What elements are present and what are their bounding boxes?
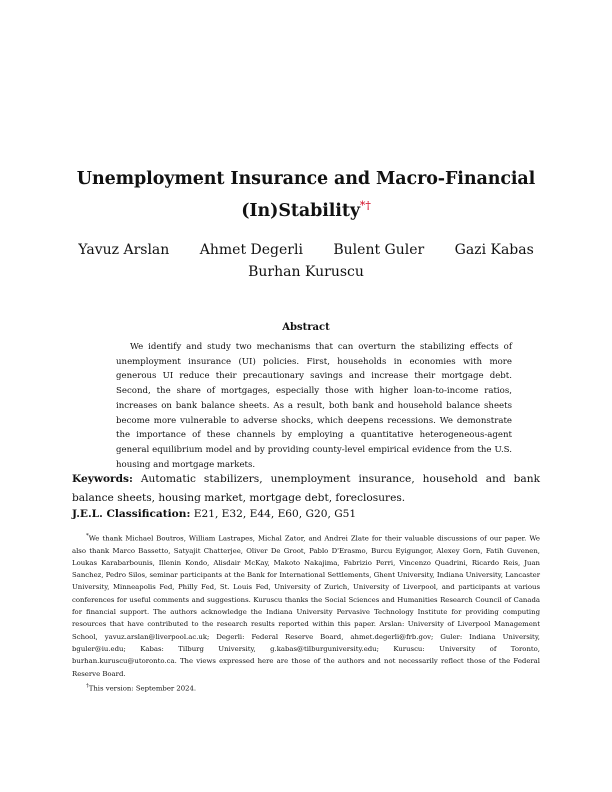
author-name: Gazi Kabas	[454, 242, 534, 258]
footnote-acknowledgements	[72, 530, 540, 680]
jel-codes: E21, E32, E44, E60, G20, G51	[193, 508, 357, 520]
title-footnote-marks[interactable]: *†	[359, 199, 371, 213]
abstract-body: We identify and study two mechanisms that can overturn the stabilizing effects of unemployment insurance (UI) policies. First, households in economies with more generous UI reduce their precautionary savings and increase their mortgage debt. Second, the share of mortgages, especially those with higher loan-to-income ratios, increases on bank balance sheets. As a result, both bank and household balance sheets become more vulnerable to adverse shocks, which deepens recessions. We demonstrate the importance of these channels by employing a quantitative heterogeneous-agent general equilibrium model and by providing county-level empirical evidence from the U.S. housing and mortgage markets.	[116, 342, 512, 470]
footnote-dagger-mark: †	[86, 682, 89, 689]
footnote-star-mark: *	[86, 533, 89, 539]
keywords	[72, 470, 540, 508]
paper-title-line2-text: (In)Stability	[241, 201, 360, 221]
author-name: Burhan Kuruscu	[248, 264, 364, 280]
keywords-label: Keywords:	[72, 473, 133, 485]
footnote-star-text: We thank Michael Boutros, William Lastrapes, Michal Zator, and Andrei Zlate for their valuable discussions of our paper. We also thank Marco Bassetto, Satyajit Chatterjee, Oliver De Groot, Pablo D'Erasmo, Burcu Eyigungor, Alexey Gorn, Fatih Guvenen, Loukas Karabarbounis, Illenin Kondo, Alisdair McKay, Makoto Nakajima, Fabrizio Perri, Vincenzo Quadrini, Ricardo Reis, Juan Sanchez, Pedro Silos, seminar participants at the Bank for International Settlements, Ghent University, Indiana University, Lancaster University, Minneapolis Fed, Philly Fed, St. Louis Fed, University of Zurich, University of Liverpool, and participants at various conferences for useful comments and suggestions. Kuruscu thanks the Social Sciences and Humanities Research Council of Canada for financial support. The authors acknowledge the Indiana University Pervasive Technology Institute for providing computing resources that have contributed to the research results reported within this paper. Arslan: University of Liverpool Management School, yavuz.arslan@liverpool.ac.uk; Degerli: Federal Reserve Board, ahmet.degerli@frb.gov; Guler: Indiana University, bguler@iu.edu; Kabas: Tilburg University, g.kabas@tilburguniversity.edu; Kuruscu: University of Toronto, burhan.kuruscu@utoronto.ca. The views expressed here are those of the authors and not necessarily reflect those of the Federal Reserve Board.	[72, 534, 540, 678]
author-name: Ahmet Degerli	[199, 242, 303, 258]
abstract-heading: Abstract	[282, 322, 330, 333]
author-name: Yavuz Arslan	[78, 242, 170, 258]
footnote-version	[72, 680, 540, 695]
footnotes	[72, 530, 540, 694]
jel-label: J.E.L. Classification:	[72, 508, 191, 520]
jel-classification	[72, 506, 540, 523]
author-row-1	[0, 239, 612, 261]
paper-title-line1: Unemployment Insurance and Macro-Financial	[76, 169, 536, 189]
paper-title-line2	[0, 200, 612, 222]
footnote-dagger-text: This version: September 2024.	[88, 684, 197, 693]
author-name: Bulent Guler	[333, 242, 425, 258]
author-list	[0, 239, 612, 283]
keywords-text: Automatic stabilizers, unemployment insurance, household and bank balance sheets, housing market, mortgage debt, foreclosures.	[72, 473, 540, 504]
